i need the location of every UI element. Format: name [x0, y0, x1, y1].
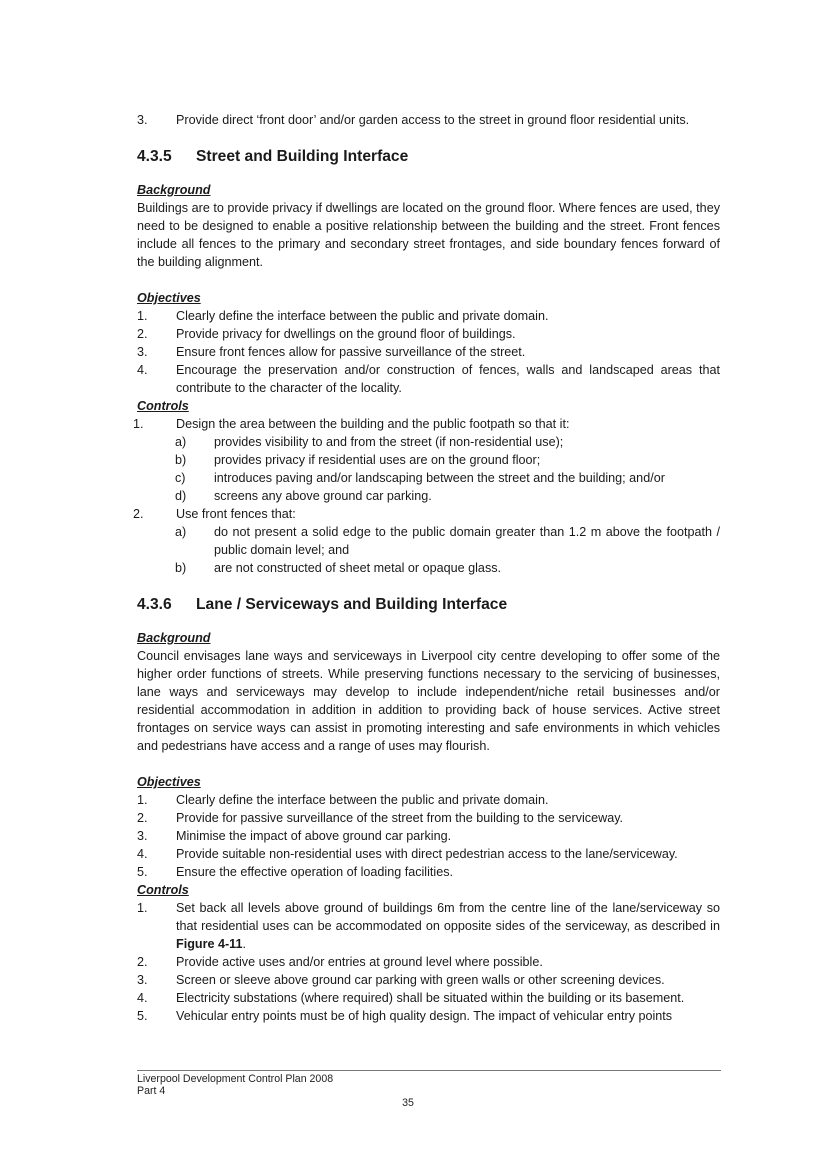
background-label: Background	[137, 183, 211, 197]
footer-title: Liverpool Development Control Plan 2008	[137, 1073, 334, 1085]
list-item: 4. Electricity substations (where required) shall be situated within the building or its basement.	[137, 991, 685, 1005]
controls-label: Controls	[137, 883, 189, 897]
sub-list-item: a) do not present a solid edge to the public domain greater than 1.2 m above the footpath / public domain level; and	[175, 525, 720, 557]
sub-list-item: a) provides visibility to and from the street (if non-residential use);	[175, 435, 564, 449]
objectives-label: Objectives	[137, 775, 201, 789]
list-item: 2. Provide for passive surveillance of the street from the building to the serviceway.	[137, 811, 624, 825]
list-item: 4. Encourage the preservation and/or construction of fences, walls and landscaped areas that contribute to the character of the locality.	[137, 363, 720, 395]
list-item: 2. Provide privacy for dwellings on the ground floor of buildings.	[137, 327, 516, 341]
list-item: 4. Provide suitable non-residential uses with direct pedestrian access to the lane/serviceway.	[137, 847, 678, 861]
sub-list-item: d) screens any above ground car parking.	[175, 489, 432, 503]
list-item: 2. Provide active uses and/or entries at ground level where possible.	[137, 955, 543, 969]
controls-list	[133, 415, 720, 577]
figure-reference: Figure 4-11	[176, 937, 243, 951]
list-item: 5. Ensure the effective operation of loading facilities.	[137, 865, 454, 879]
list-item: 1. Design the area between the building and the public footpath so that it:	[133, 417, 570, 431]
controls-label: Controls	[137, 399, 189, 413]
sub-list-item: b) provides privacy if residential uses are on the ground floor;	[175, 453, 541, 467]
sub-list-item: b) are not constructed of sheet metal or opaque glass.	[175, 561, 502, 575]
list-item: 3. Ensure front fences allow for passive surveillance of the street.	[137, 345, 526, 359]
list-item: 1. Clearly define the interface between the public and private domain.	[137, 309, 549, 323]
objectives-label: Objectives	[137, 291, 201, 305]
objectives-list	[137, 791, 720, 881]
list-item: 1. Set back all levels above ground of buildings 6m from the centre line of the lane/serviceway so that residential uses can be accommodated on opposite sides of the serviceway, as described in Figure 4-11.	[137, 901, 720, 951]
section-heading-4-3-6: 4.3.6 Lane / Serviceways and Building Interface	[137, 596, 508, 613]
section-heading-4-3-5: 4.3.5 Street and Building Interface	[137, 148, 409, 165]
controls-list	[137, 899, 720, 1025]
footer-part: Part 4	[137, 1085, 166, 1097]
background-paragraph: Council envisages lane ways and serviceways in Liverpool city centre developing to offer some of the higher order functions of streets. While preserving functions necessary to the servicing of businesses, lane ways and serviceways may develop to include independent/niche retail businesses and/or residential accommodation in addition in addition to providing back of house services. Active street frontages on service ways can assist in promoting interesting and safe environments in which vehicles and pedestrians have access and a range of uses may flourish.	[137, 649, 720, 753]
document-page	[133, 111, 720, 1025]
background-label: Background	[137, 631, 211, 645]
page-footer	[137, 1070, 721, 1097]
sub-list-item: c) introduces paving and/or landscaping between the street and the building; and/or	[175, 471, 665, 485]
list-item: 5. Vehicular entry points must be of high quality design. The impact of vehicular entry points	[137, 1009, 673, 1023]
objectives-list	[137, 307, 720, 397]
list-item: 1. Clearly define the interface between the public and private domain.	[137, 793, 549, 807]
list-item: 2. Use front fences that:	[133, 507, 296, 521]
list-item: 3. Minimise the impact of above ground car parking.	[137, 829, 452, 843]
list-item: 3. Screen or sleeve above ground car parking with green walls or other screening devices.	[137, 973, 665, 987]
background-paragraph: Buildings are to provide privacy if dwellings are located on the ground floor. Where fences are used, they need to be designed to enable a positive relationship between the building and the street. Front fences include all fences to the primary and secondary street frontages, and side boundary fences forward of the building alignment.	[137, 201, 720, 269]
list-item: 3. Provide direct ‘front door’ and/or garden access to the street in ground floor residential units.	[137, 113, 690, 127]
page-number: 35	[402, 1097, 414, 1109]
